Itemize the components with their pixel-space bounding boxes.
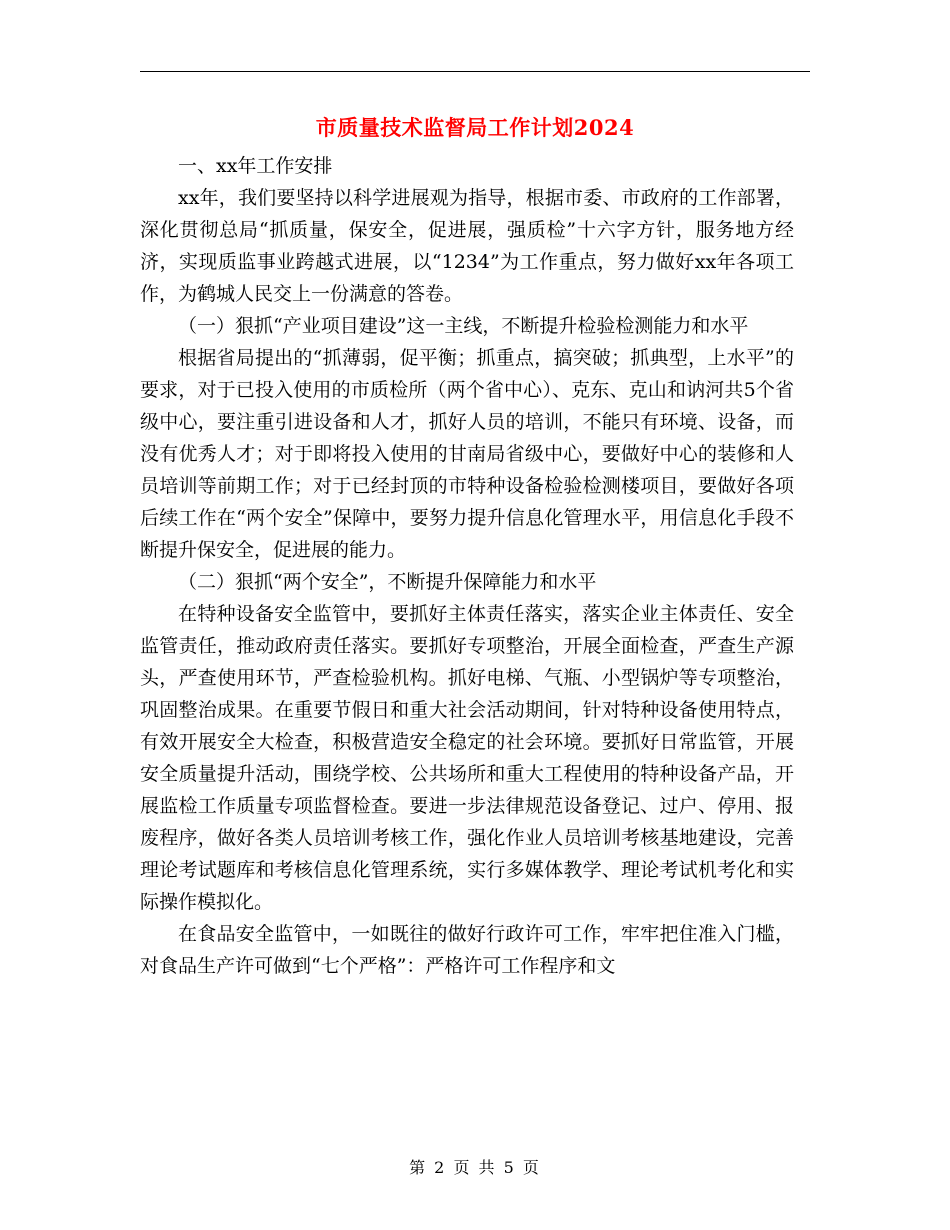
- page-number: 第 2 页 共 5 页: [409, 1158, 541, 1177]
- body-paragraph: xx年，我们要坚持以科学进展观为指导，根据市委、市政府的工作部署，深化贯彻总局“抓质量，保安全，促进展，强质检”十六字方针，服务地方经济，实现质监事业跨越式进展，以“1234”为工作重点，努力做好xx年各项工作，为鹤城人民交上一份满意的答卷。: [140, 187, 794, 305]
- header-rule: [140, 71, 810, 72]
- section-heading: 一、xx年工作安排: [178, 155, 333, 177]
- subsection-heading: （二）狠抓“两个安全”，不断提升保障能力和水平: [178, 571, 597, 593]
- document-title: 市质量技术监督局工作计划2024: [315, 115, 635, 140]
- body-paragraph: 在特种设备安全监管中，要抓好主体责任落实，落实企业主体责任、安全监管责任，推动政府责任落实。要抓好专项整治，开展全面检查，严查生产源头，严查使用环节，严查检验机构。抓好电梯、气瓶、小型锅炉等专项整治，巩固整治成果。在重要节假日和重大社会活动期间，针对特种设备使用特点，有效开展安全大检查，积极营造安全稳定的社会环境。要抓好日常监管，开展安全质量提升活动，围绕学校、公共场所和重大工程使用的特种设备产品，开展监检工作质量专项监督检查。要进一步法律规范设备登记、过户、停用、报废程序，做好各类人员培训考核工作，强化作业人员培训考核基地建设，完善理论考试题库和考核信息化管理系统，实行多媒体教学、理论考试机考化和实际操作模拟化。: [140, 603, 794, 913]
- body-paragraph: 在食品安全监管中，一如既往的做好行政许可工作，牢牢把住准入门槛，对食品生产许可做到“七个严格”：严格许可工作程序和文: [140, 923, 794, 977]
- body-paragraph: 根据省局提出的“抓薄弱，促平衡；抓重点，搞突破；抓典型，上水平”的要求，对于已投入使用的市质检所（两个省中心）、克东、克山和讷河共5个省级中心，要注重引进设备和人才，抓好人员的培训，不能只有环境、设备，而没有优秀人才；对于即将投入使用的甘南局省级中心，要做好中心的装修和人员培训等前期工作；对于已经封顶的市特种设备检验检测楼项目，要做好各项后续工作在“两个安全”保障中，要努力提升信息化管理水平，用信息化手段不断提升保安全，促进展的能力。: [140, 347, 794, 561]
- document-body: [140, 150, 794, 982]
- subsection-heading: （一）狠抓“产业项目建设”这一主线，不断提升检验检测能力和水平: [178, 315, 749, 337]
